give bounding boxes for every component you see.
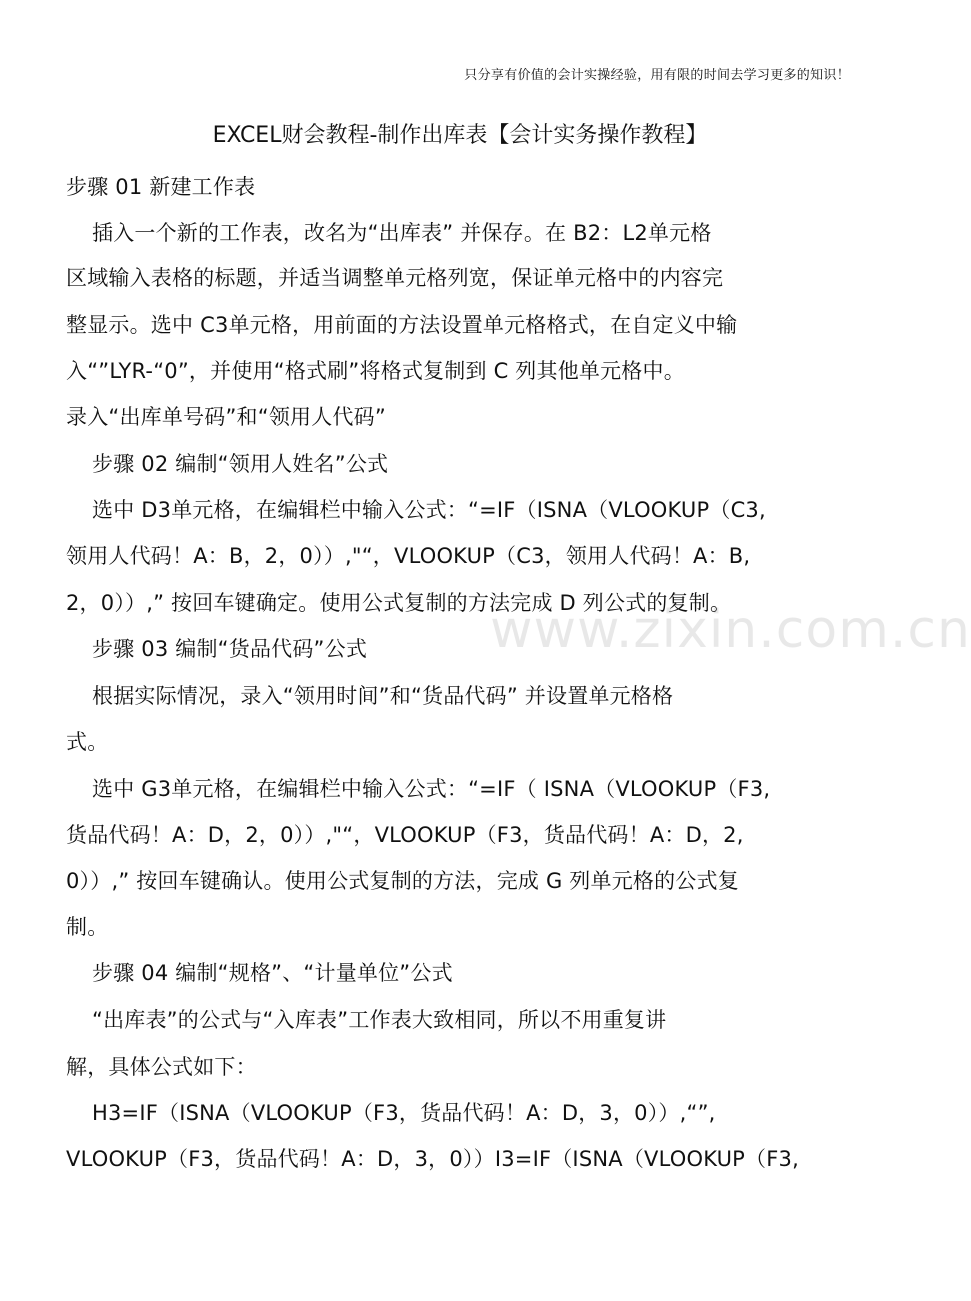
paragraph-line: 根据实际情况，录入“领用时间”和“货品代码” 并设置单元格格: [92, 684, 674, 708]
formula-line: VLOOKUP（F3，货品代码！A：D，3，0））I3=IF（ISNA（VLOOKUP（F3,: [66, 1147, 799, 1171]
paragraph-line: 区域输入表格的标题，并适当调整单元格列宽，保证单元格中的内容完: [66, 266, 724, 290]
step-02-heading: 步骤 02 编制“领用人姓名”公式: [92, 452, 389, 476]
step-01-heading: 步骤 01 新建工作表: [66, 175, 256, 199]
paragraph-line: 插入一个新的工作表，改名为“出库表” 并保存。在 B2：L2单元格: [92, 221, 712, 245]
paragraph-line: 录入“出库单号码”和“领用人代码”: [66, 405, 386, 429]
paragraph-line: 解，具体公式如下：: [66, 1055, 257, 1079]
paragraph-line: 制。: [66, 915, 109, 939]
paragraph-line: 选中 D3单元格，在编辑栏中输入公式：“=IF（ISNA（VLOOKUP（C3,: [92, 498, 766, 522]
step-03-heading: 步骤 03 编制“货品代码”公式: [92, 637, 368, 661]
paragraph-line: 0））,” 按回车键确认。使用公式复制的方法，完成 G 列单元格的公式复: [66, 869, 739, 893]
paragraph-line: 式。: [66, 730, 109, 754]
paragraph-line: 选中 G3单元格，在编辑栏中输入公式：“=IF（ ISNA（VLOOKUP（F3,: [92, 777, 771, 801]
header-note: 只分享有价值的会计实操经验，用有限的时间去学习更多的知识！: [464, 68, 850, 83]
paragraph-line: 货品代码！A：D，2，0））,"“，VLOOKUP（F3，货品代码！A：D，2,: [66, 823, 744, 847]
paragraph-line: 整显示。选中 C3单元格，用前面的方法设置单元格格式，在自定义中输: [66, 313, 738, 337]
formula-line: H3=IF（ISNA（VLOOKUP（F3，货品代码！A：D，3，0））,“”,: [92, 1101, 716, 1125]
paragraph-line: 2，0））,” 按回车键确定。使用公式复制的方法完成 D 列公式的复制。: [66, 591, 732, 615]
paragraph-line: 入“”LYR-“0”，并使用“格式刷”将格式复制到 C 列其他单元格中。: [66, 359, 685, 383]
watermark: www.zixin.com.cn: [490, 600, 971, 660]
document-title: EXCEL财会教程-制作出库表【会计实务操作教程】: [212, 123, 708, 148]
paragraph-line: “出库表”的公式与“入库表”工作表大致相同，所以不用重复讲: [92, 1008, 667, 1032]
step-04-heading: 步骤 04 编制“规格”、“计量单位”公式: [92, 961, 453, 985]
paragraph-line: 领用人代码！A：B，2，0））,"“，VLOOKUP（C3，领用人代码！A：B,: [66, 544, 751, 568]
